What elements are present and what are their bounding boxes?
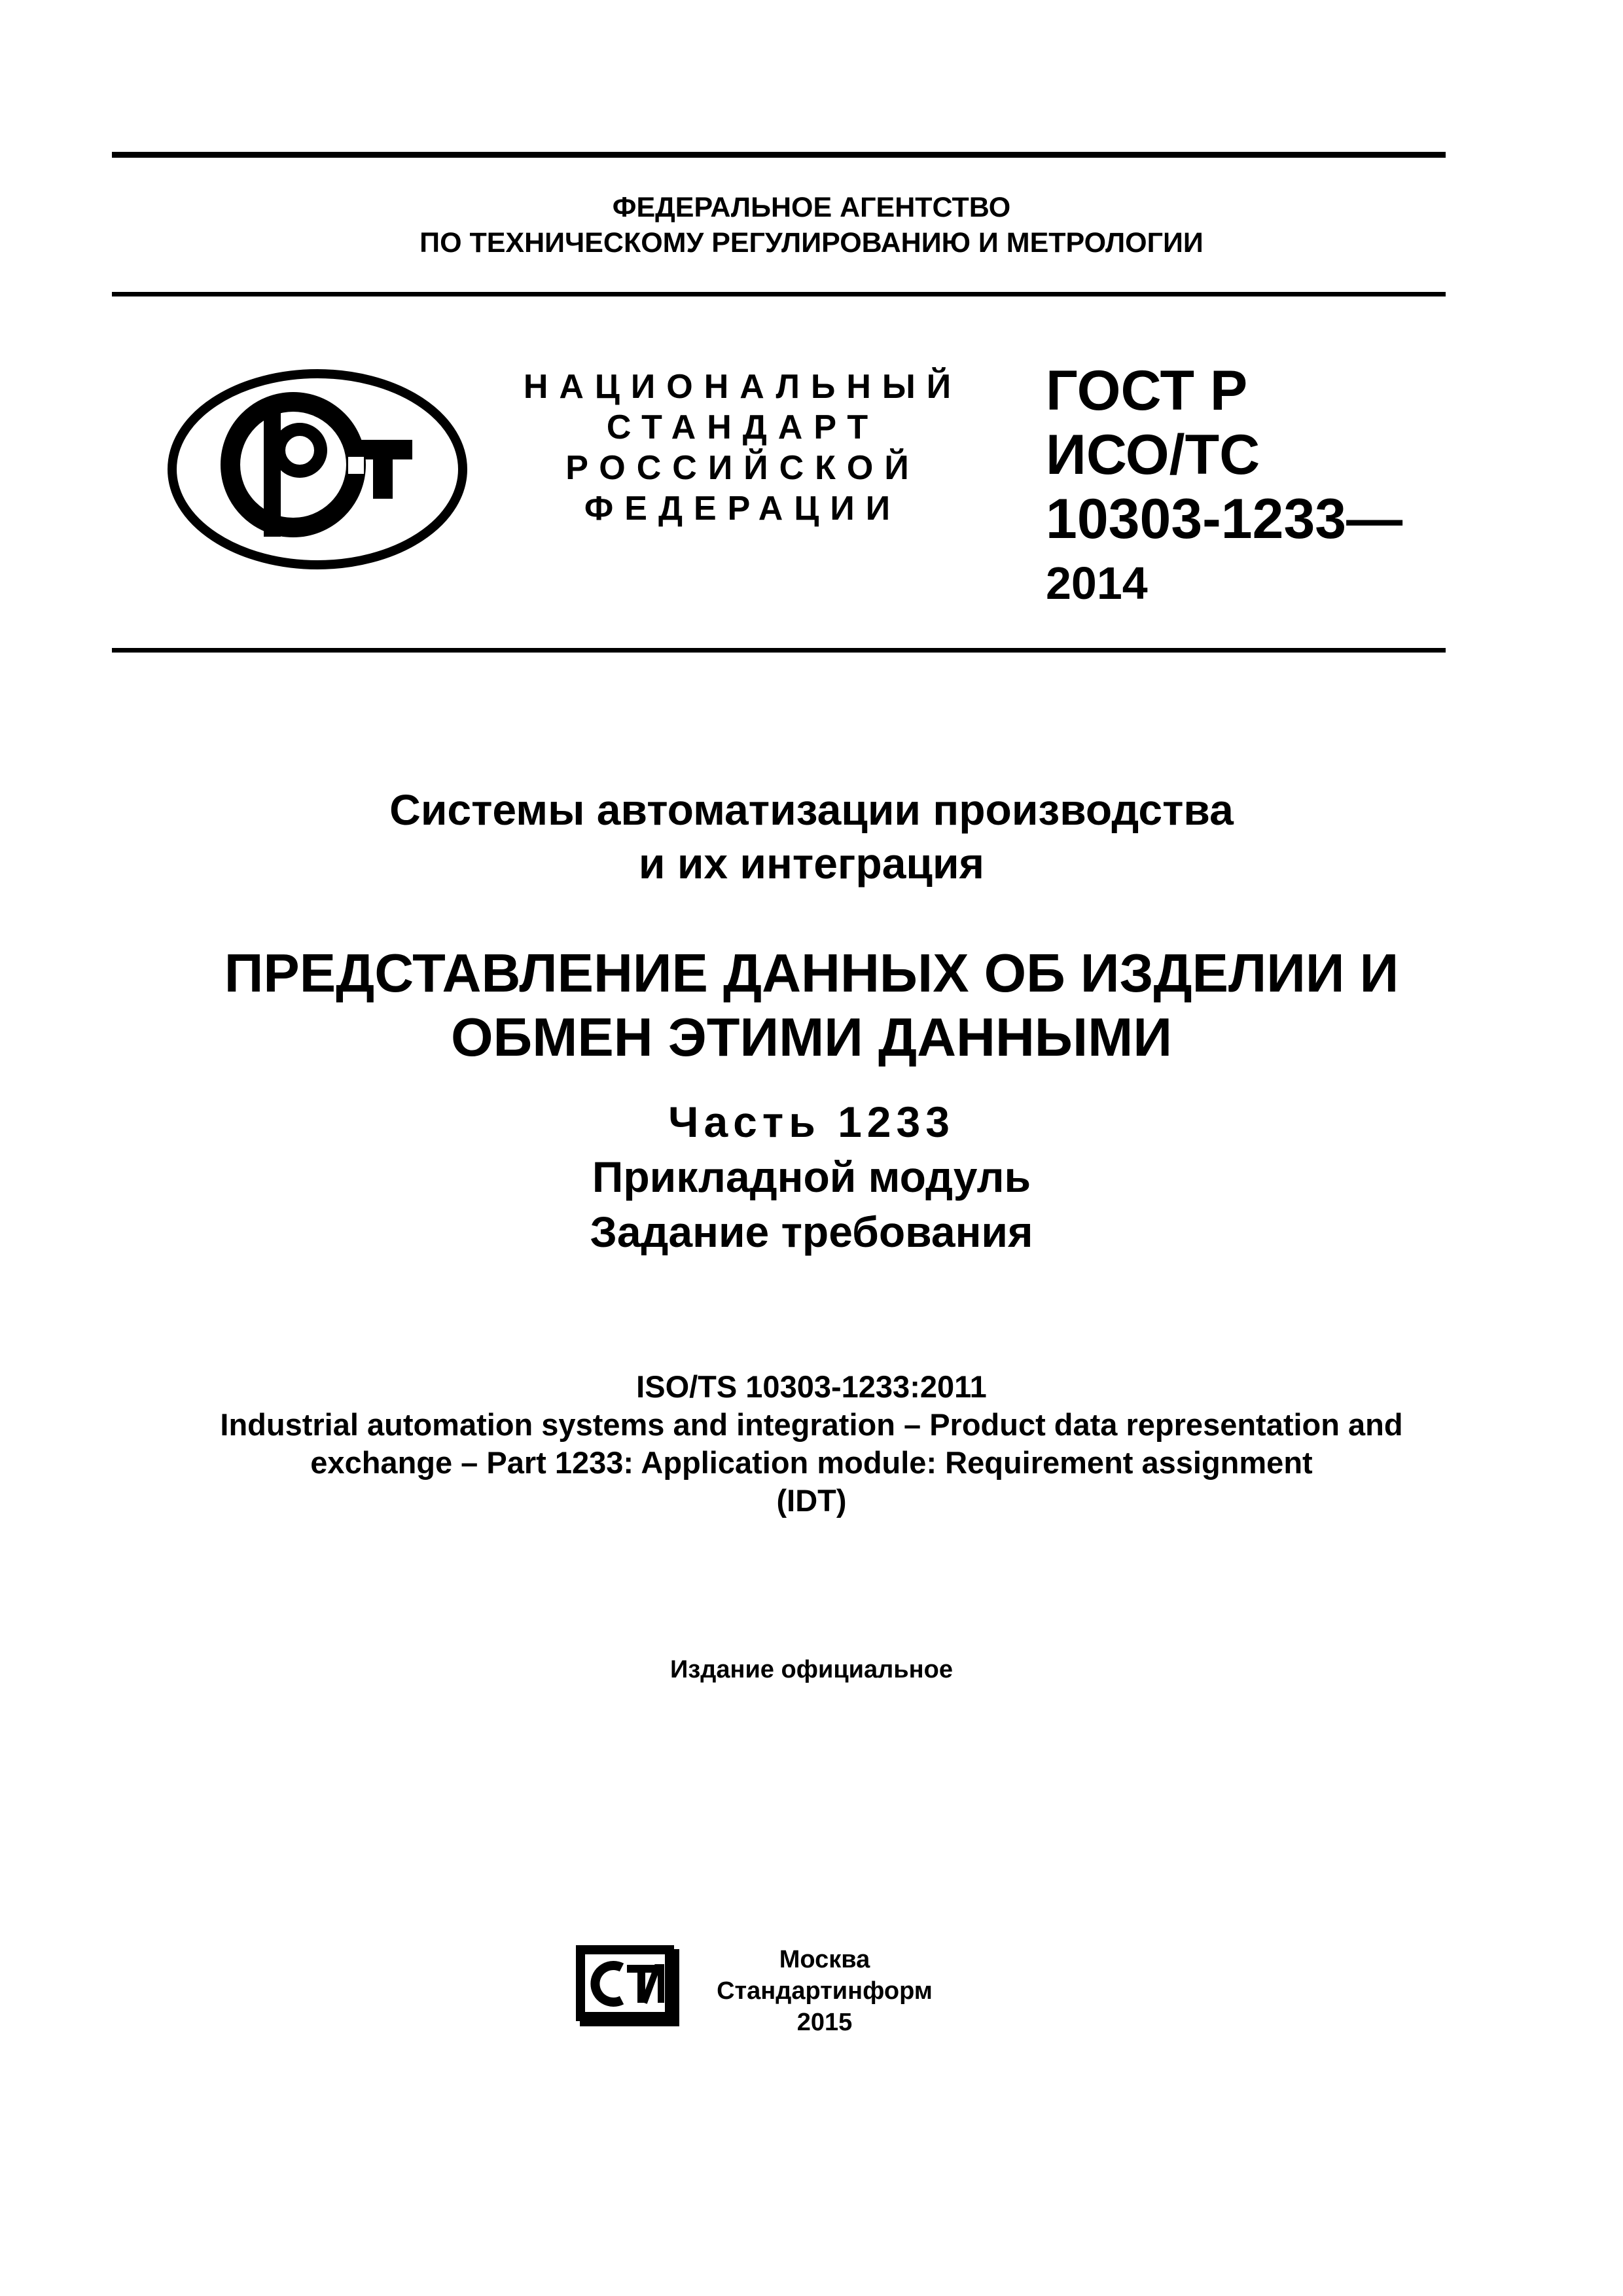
agency-header [0,190,1623,260]
agency-line-1: ФЕДЕРАЛЬНОЕ АГЕНТСТВО [612,192,1011,223]
publisher-block [694,1944,955,2038]
standard-designation [1046,359,1438,615]
designation-divider-rule [112,648,1446,653]
module-line-1: Прикладной модуль [592,1153,1031,1201]
header-divider-rule [112,292,1446,296]
national-line-4: ФЕДЕРАЦИИ [584,490,902,528]
national-standard-label [497,367,988,529]
iso-code: ISO/TS 10303-1233:2011 [636,1369,987,1404]
international-reference [0,1368,1623,1520]
agency-line-2: ПО ТЕХНИЧЕСКОМУ РЕГУЛИРОВАНИЮ И МЕТРОЛОГИИ [419,227,1204,259]
publisher-city: Москва [779,1946,870,1973]
main-title [0,941,1623,1069]
iso-title-line-1: Industrial automation systems and integration – Product data representation and [220,1407,1403,1442]
main-title-line-1: ПРЕДСТАВЛЕНИЕ ДАННЫХ ОБ ИЗДЕЛИИ И [224,942,1399,1003]
designation-line-3: 10303-1233— [1046,488,1403,550]
iso-title-line-2: exchange – Part 1233: Application module: Requirement assignment [310,1445,1313,1480]
rst-emblem-icon [165,367,470,572]
national-line-1: НАЦИОНАЛЬНЫЙ [523,368,963,406]
publisher-year: 2015 [796,2009,853,2036]
main-title-line-2: ОБМЕН ЭТИМИ ДАННЫМИ [451,1007,1172,1067]
part-title [0,1094,1623,1259]
top-rule [112,152,1446,158]
series-title [0,783,1623,890]
designation-line-1: ГОСТ Р [1046,359,1248,422]
publisher-name: Стандартинформ [717,1977,933,2005]
module-line-2: Задание требования [590,1208,1033,1256]
iso-idt: (IDT) [776,1483,847,1518]
series-line-2: и их интеграция [638,839,985,888]
part-number: Часть 1233 [668,1098,955,1146]
national-line-3: РОССИЙСКОЙ [565,449,920,487]
national-line-2: СТАНДАРТ [606,408,880,446]
designation-line-2: ИСО/ТС [1046,423,1260,486]
series-line-1: Системы автоматизации производства [389,785,1234,834]
designation-year: 2014 [1046,558,1148,609]
standartinform-logo-icon [576,1945,679,2026]
edition-label: Издание официальное [670,1656,953,1683]
